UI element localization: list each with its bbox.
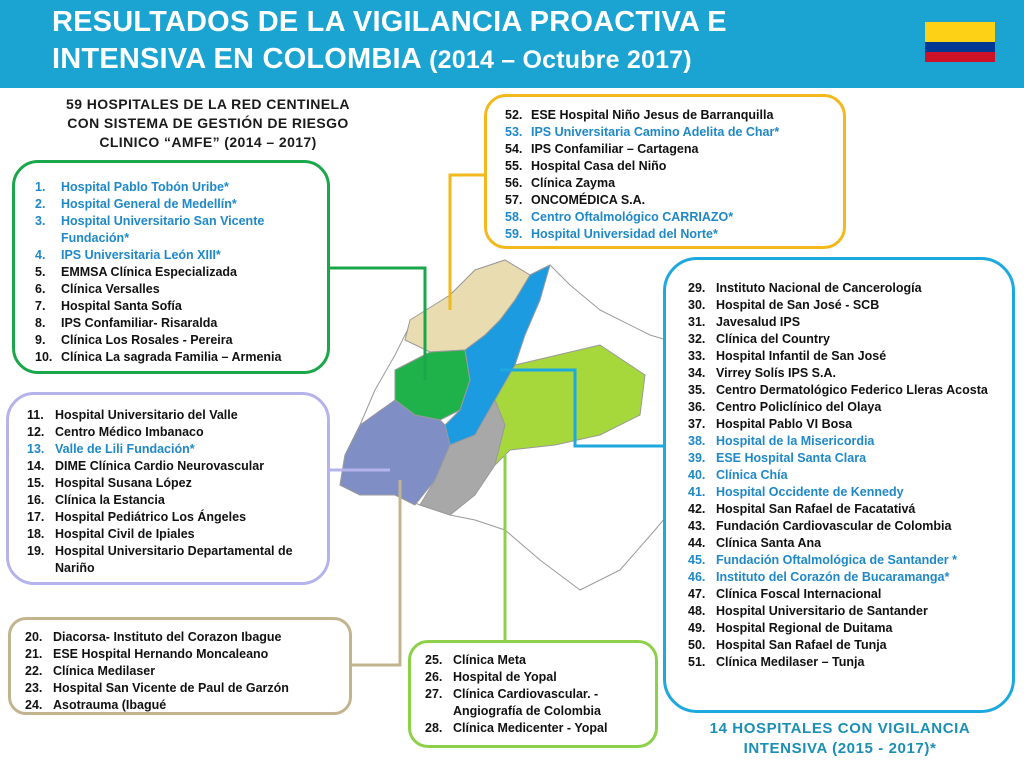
hospital-number: 18. (27, 527, 45, 541)
hospital-number: 33. (688, 349, 706, 363)
hospital-number: 16. (27, 493, 45, 507)
hospital-list-item (688, 501, 1004, 518)
hospital-list-item (688, 569, 1004, 586)
hospital-name: IPS Universitaria León XIII* (61, 248, 221, 262)
hospital-name: Hospital de San José - SCB (716, 298, 880, 312)
hospital-number: 25. (425, 653, 443, 667)
hospital-number: 46. (688, 570, 706, 584)
hospital-list-item (505, 226, 835, 243)
hospital-name: Clínica Versalles (61, 282, 160, 296)
hospital-name: IPS Universitaria Camino Adelita de Char* (531, 125, 780, 139)
hospital-number: 36. (688, 400, 706, 414)
hospital-list-item (505, 124, 835, 141)
hospital-list-item (688, 450, 1004, 467)
hospital-number: 43. (688, 519, 706, 533)
caption-left-line-3: CLINICO “AMFE” (2014 – 2017) (99, 134, 317, 150)
hospital-name: Clínica Santa Ana (716, 536, 822, 550)
hospital-name: Hospital Regional de Duitama (716, 621, 893, 635)
hospital-list-item (505, 209, 835, 226)
hospital-number: 3. (35, 214, 46, 228)
hospital-list-item (35, 315, 317, 332)
hospital-list-item (27, 475, 319, 492)
hospital-number: 21. (25, 647, 43, 661)
hospital-name: Clínica Los Rosales - Pereira (61, 333, 233, 347)
hospital-list-item (505, 141, 835, 158)
hospital-list-item (688, 484, 1004, 501)
group-green-box (12, 160, 330, 374)
hospital-list-item (27, 492, 319, 509)
hospital-number: 32. (688, 332, 706, 346)
hospital-list-item (25, 646, 341, 663)
hospital-name: Diacorsa- Instituto del Corazon Ibague (53, 630, 282, 644)
hospital-number: 56. (505, 176, 523, 190)
hospital-name: Hospital Casa del Niño (531, 159, 667, 173)
group-gold-box (484, 94, 846, 249)
hospital-list-item (688, 348, 1004, 365)
caption-left-line-1: 59 HOSPITALES DE LA RED CENTINELA (66, 96, 350, 112)
group-tan-list (25, 629, 341, 714)
hospital-list-item (35, 213, 317, 247)
hospital-name: Hospital Universitario de Santander (716, 604, 928, 618)
group-lavender-list (27, 407, 319, 577)
hospital-number: 22. (25, 664, 43, 678)
hospital-number: 34. (688, 366, 706, 380)
hospital-number: 28. (425, 721, 443, 735)
hospital-number: 27. (425, 687, 443, 701)
hospital-list-item (27, 441, 319, 458)
hospital-number: 9. (35, 333, 46, 347)
caption-left (18, 95, 398, 152)
hospital-list-item (688, 654, 1004, 671)
hospital-number: 24. (25, 698, 43, 712)
hospital-list-item (35, 298, 317, 315)
hospital-number: 31. (688, 315, 706, 329)
hospital-list-item (688, 433, 1004, 450)
hospital-name: Clínica del Country (716, 332, 830, 346)
hospital-name: Hospital Civil de Ipiales (55, 527, 195, 541)
caption-right (660, 719, 1020, 759)
hospital-number: 39. (688, 451, 706, 465)
hospital-name: Clínica Zayma (531, 176, 616, 190)
hospital-number: 49. (688, 621, 706, 635)
hospital-number: 48. (688, 604, 706, 618)
hospital-list-item (25, 663, 341, 680)
hospital-list-item (25, 697, 341, 714)
hospital-name: Hospital General de Medellín* (61, 197, 237, 211)
hospital-list-item (25, 629, 341, 646)
hospital-list-item (688, 535, 1004, 552)
caption-right-line-1: 14 HOSPITALES CON VIGILANCIA (709, 720, 971, 737)
group-lime-list (425, 652, 649, 737)
group-lavender-box (6, 392, 330, 585)
hospital-list-item (688, 382, 1004, 399)
hospital-name: Virrey Solís IPS S.A. (716, 366, 836, 380)
group-green-list (35, 179, 317, 366)
hospital-name: Centro Médico Imbanaco (55, 425, 204, 439)
hospital-number: 37. (688, 417, 706, 431)
hospital-name: Clínica Medilaser – Tunja (716, 655, 865, 669)
hospital-name: Hospital San Rafael de Facatativá (716, 502, 916, 516)
hospital-list-item (688, 399, 1004, 416)
hospital-list-item (425, 652, 649, 669)
title-line-1: RESULTADOS DE LA VIGILANCIA PROACTIVA E (52, 6, 727, 38)
hospital-name: Hospital Universidad del Norte* (531, 227, 718, 241)
hospital-list-item (688, 620, 1004, 637)
hospital-list-item (35, 179, 317, 196)
hospital-name: Clínica Cardiovascular. - Angiografía de Colombia (453, 687, 601, 718)
title-line-2-text: INTENSIVA EN COLOMBIA (52, 43, 421, 75)
hospital-name: Fundación Cardiovascular de Colombia (716, 519, 952, 533)
hospital-name: Hospital Infantil de San José (716, 349, 887, 363)
hospital-list-item (27, 458, 319, 475)
hospital-number: 20. (25, 630, 43, 644)
hospital-number: 40. (688, 468, 706, 482)
title-line-2 (52, 41, 912, 79)
hospital-list-item (688, 637, 1004, 654)
hospital-name: IPS Confamiliar – Cartagena (531, 142, 699, 156)
hospital-list-item (688, 467, 1004, 484)
hospital-number: 23. (25, 681, 43, 695)
hospital-number: 12. (27, 425, 45, 439)
hospital-number: 2. (35, 197, 46, 211)
hospital-number: 7. (35, 299, 46, 313)
group-blue-list (688, 280, 1004, 671)
hospital-number: 51. (688, 655, 706, 669)
hospital-list-item (27, 509, 319, 526)
hospital-name: IPS Confamiliar- Risaralda (61, 316, 218, 330)
hospital-list-item (25, 680, 341, 697)
hospital-number: 15. (27, 476, 45, 490)
hospital-name: Centro Oftalmológico CARRIAZO* (531, 210, 734, 224)
colombia-map (300, 240, 720, 600)
hospital-list-item (688, 416, 1004, 433)
caption-left-line-2: CON SISTEMA DE GESTIÓN DE RIESGO (67, 115, 349, 131)
hospital-list-item (688, 603, 1004, 620)
hospital-name: Centro Policlínico del Olaya (716, 400, 882, 414)
hospital-number: 5. (35, 265, 46, 279)
hospital-name: Hospital Universitario del Valle (55, 408, 238, 422)
hospital-list-item (688, 280, 1004, 297)
hospital-name: ONCOMÉDICA S.A. (531, 193, 646, 207)
hospital-number: 47. (688, 587, 706, 601)
group-blue-box (663, 257, 1015, 713)
hospital-list-item (505, 175, 835, 192)
hospital-list-item (688, 518, 1004, 535)
hospital-list-item (35, 349, 317, 366)
hospital-name: Instituto del Corazón de Bucaramanga* (716, 570, 950, 584)
hospital-name: Hospital Pablo Tobón Uribe* (61, 180, 229, 194)
hospital-name: Asotrauma (Ibagué (53, 698, 167, 712)
hospital-list-item (505, 158, 835, 175)
hospital-number: 1. (35, 180, 46, 194)
hospital-number: 44. (688, 536, 706, 550)
hospital-list-item (425, 686, 649, 720)
hospital-name: Instituto Nacional de Cancerología (716, 281, 922, 295)
hospital-number: 50. (688, 638, 706, 652)
hospital-list-item (505, 107, 835, 124)
hospital-name: ESE Hospital Niño Jesus de Barranquilla (531, 108, 774, 122)
hospital-name: Hospital Universitario San Vicente Fundación* (61, 214, 265, 245)
hospital-list-item (688, 331, 1004, 348)
hospital-name: Clínica la Estancia (55, 493, 165, 507)
hospital-number: 30. (688, 298, 706, 312)
hospital-number: 54. (505, 142, 523, 156)
header-banner (0, 0, 1024, 88)
hospital-name: Hospital Universitario Departamental de Nariño (55, 544, 293, 575)
hospital-number: 55. (505, 159, 523, 173)
hospital-number: 57. (505, 193, 523, 207)
hospital-number: 19. (27, 544, 45, 558)
hospital-number: 11. (27, 408, 44, 422)
hospital-list-item (688, 552, 1004, 569)
hospital-name: Hospital Pediátrico Los Ángeles (55, 510, 247, 524)
hospital-name: ESE Hospital Santa Clara (716, 451, 867, 465)
hospital-name: DIME Clínica Cardio Neurovascular (55, 459, 265, 473)
hospital-list-item (688, 297, 1004, 314)
hospital-name: Hospital de Yopal (453, 670, 557, 684)
hospital-name: Hospital Pablo VI Bosa (716, 417, 853, 431)
hospital-name: Hospital Susana López (55, 476, 192, 490)
hospital-list-item (688, 314, 1004, 331)
hospital-number: 53. (505, 125, 523, 139)
hospital-name: Hospital Santa Sofía (61, 299, 182, 313)
hospital-name: Javesalud IPS (716, 315, 801, 329)
hospital-name: Centro Dermatológico Federico Lleras Acosta (716, 383, 988, 397)
hospital-number: 4. (35, 248, 46, 262)
hospital-list-item (425, 720, 649, 737)
hospital-name: Clínica Chía (716, 468, 788, 482)
hospital-number: 38. (688, 434, 706, 448)
group-tan-box (8, 617, 352, 715)
hospital-list-item (35, 247, 317, 264)
hospital-name: Fundación Oftalmológica de Santander * (716, 553, 958, 567)
hospital-number: 26. (425, 670, 443, 684)
hospital-name: Hospital San Rafael de Tunja (716, 638, 887, 652)
hospital-number: 41. (688, 485, 706, 499)
hospital-list-item (35, 332, 317, 349)
hospital-list-item (688, 365, 1004, 382)
hospital-name: Clínica Foscal Internacional (716, 587, 882, 601)
hospital-list-item (505, 192, 835, 209)
hospital-list-item (425, 669, 649, 686)
hospital-list-item (35, 196, 317, 213)
hospital-name: Clínica Medicenter - Yopal (453, 721, 608, 735)
hospital-name: Clínica Medilaser (53, 664, 156, 678)
hospital-number: 29. (688, 281, 706, 295)
hospital-list-item (688, 586, 1004, 603)
hospital-list-item (27, 526, 319, 543)
hospital-number: 52. (505, 108, 523, 122)
hospital-name: Hospital Occidente de Kennedy (716, 485, 904, 499)
hospital-list-item (35, 281, 317, 298)
colombia-flag-icon (925, 22, 995, 62)
hospital-number: 13. (27, 442, 45, 456)
hospital-name: EMMSA Clínica Especializada (61, 265, 237, 279)
hospital-number: 6. (35, 282, 46, 296)
hospital-list-item (27, 424, 319, 441)
hospital-list-item (35, 264, 317, 281)
group-gold-list (505, 107, 835, 243)
group-lime-box (408, 640, 658, 748)
hospital-number: 10. (35, 350, 53, 364)
hospital-number: 58. (505, 210, 523, 224)
hospital-name: Hospital San Vicente de Paul de Garzón (53, 681, 289, 695)
hospital-name: ESE Hospital Hernando Moncaleano (53, 647, 269, 661)
hospital-name: Clínica Meta (453, 653, 526, 667)
hospital-number: 42. (688, 502, 706, 516)
hospital-name: Hospital de la Misericordia (716, 434, 875, 448)
hospital-number: 59. (505, 227, 523, 241)
hospital-name: Clínica La sagrada Familia – Armenia (61, 350, 282, 364)
hospital-number: 14. (27, 459, 45, 473)
caption-right-line-2: INTENSIVA (2015 - 2017)* (743, 740, 937, 757)
hospital-name: Valle de Lili Fundación* (55, 442, 195, 456)
title-period: (2014 – Octubre 2017) (429, 46, 692, 74)
hospital-list-item (27, 407, 319, 424)
hospital-number: 35. (688, 383, 706, 397)
hospital-number: 8. (35, 316, 46, 330)
hospital-list-item (27, 543, 319, 577)
hospital-number: 45. (688, 553, 706, 567)
page-title (52, 4, 912, 79)
hospital-number: 17. (27, 510, 45, 524)
